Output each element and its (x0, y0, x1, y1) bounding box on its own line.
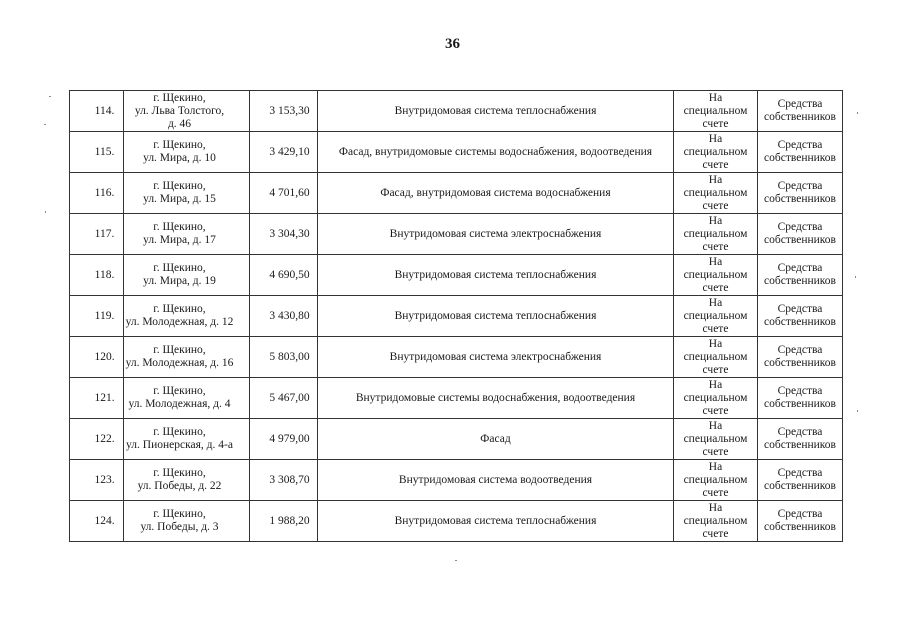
repair-registry-table (69, 90, 843, 542)
address-block (126, 303, 234, 329)
row-number-cell: 124. (70, 501, 124, 542)
address-line-2: ул. Мира, д. 10 (143, 152, 216, 164)
account-line: На (708, 419, 723, 432)
account-line: специальном (683, 186, 748, 199)
address-line-2: ул. Победы, д. 22 (137, 480, 222, 492)
table-row (70, 91, 843, 132)
account-line: На (708, 378, 723, 391)
address-line-1: г. Щекино, (153, 344, 206, 356)
row-number-cell: 123. (70, 460, 124, 501)
table-row (70, 296, 843, 337)
work-type-cell: Внутридомовая система электроснабжения (318, 214, 674, 255)
account-line: специальном (683, 391, 748, 404)
area-cell: 4 690,50 (250, 255, 318, 296)
address-cell (124, 91, 250, 132)
account-line: На (708, 91, 723, 104)
account-line: специальном (683, 473, 748, 486)
row-number-cell: 121. (70, 378, 124, 419)
address-cell (124, 378, 250, 419)
work-type-cell: Внутридомовые системы водоснабжения, водоотведения (318, 378, 674, 419)
address-block (143, 139, 216, 165)
funding-line: Средства (777, 303, 823, 315)
address-cell (124, 255, 250, 296)
funding-source-cell (758, 419, 843, 460)
address-cell (124, 337, 250, 378)
area-cell: 5 467,00 (250, 378, 318, 419)
work-type-cell: Внутридомовая система теплоснабжения (318, 255, 674, 296)
table-row (70, 378, 843, 419)
table-row (70, 337, 843, 378)
address-cell (124, 173, 250, 214)
address-line-1: г. Щекино, (153, 139, 206, 151)
funding-line: Средства (777, 98, 823, 110)
address-line-2: ул. Мира, д. 17 (143, 234, 216, 246)
account-line: На (708, 214, 723, 227)
address-block (143, 180, 216, 206)
account-line: На (708, 296, 723, 309)
funding-source-cell (758, 460, 843, 501)
table-row (70, 419, 843, 460)
account-line: счете (702, 445, 729, 458)
work-type-cell: Фасад (318, 419, 674, 460)
funding-source-cell (758, 337, 843, 378)
address-cell (124, 132, 250, 173)
account-line: счете (702, 199, 729, 212)
address-line-2: ул. Победы, д. 3 (140, 521, 219, 533)
area-cell: 3 429,10 (250, 132, 318, 173)
address-line-2: ул. Пионерская, д. 4-а (126, 439, 233, 451)
area-cell: 4 979,00 (250, 419, 318, 460)
account-line: На (708, 460, 723, 473)
address-line-2: ул. Молодежная, д. 12 (125, 316, 234, 328)
funding-source-cell (758, 501, 843, 542)
account-line: специальном (683, 145, 748, 158)
work-type-cell: Фасад, внутридомовая система водоснабжения (318, 173, 674, 214)
address-line-1: г. Щекино, (153, 508, 206, 520)
funding-source-cell (758, 173, 843, 214)
account-cell (674, 501, 758, 542)
work-type-cell: Внутридомовая система электроснабжения (318, 337, 674, 378)
funding-line: собственников (764, 439, 836, 451)
address-line-1: г. Щекино, (153, 303, 206, 315)
account-line: специальном (683, 432, 748, 445)
row-number-cell: 117. (70, 214, 124, 255)
address-block (143, 262, 216, 288)
funding-line: собственников (764, 234, 836, 246)
address-cell (124, 501, 250, 542)
funding-line: собственников (764, 193, 836, 205)
account-cell (674, 460, 758, 501)
account-line: счете (702, 158, 729, 171)
address-cell (124, 419, 250, 460)
account-line: счете (702, 486, 729, 499)
account-cell (674, 132, 758, 173)
scan-mark (49, 96, 51, 97)
account-line: специальном (683, 104, 748, 117)
row-number-cell: 122. (70, 419, 124, 460)
address-block (126, 344, 234, 370)
address-line-2: ул. Молодежная, д. 4 (128, 398, 231, 410)
account-line: счете (702, 527, 729, 540)
area-cell: 5 803,00 (250, 337, 318, 378)
funding-line: Средства (777, 344, 823, 356)
table-row (70, 501, 843, 542)
address-block (135, 92, 224, 131)
funding-line: Средства (777, 180, 823, 192)
address-line-1: г. Щекино, (153, 467, 206, 479)
area-cell: 1 988,20 (250, 501, 318, 542)
table-body (70, 91, 843, 542)
row-number-cell: 116. (70, 173, 124, 214)
work-type-cell: Внутридомовая система теплоснабжения (318, 296, 674, 337)
address-block (126, 426, 233, 452)
account-line: На (708, 132, 723, 145)
scan-mark (44, 124, 46, 125)
funding-line: Средства (777, 139, 823, 151)
address-line-2: ул. Молодежная, д. 16 (125, 357, 234, 369)
funding-line: собственников (764, 357, 836, 369)
account-line: счете (702, 322, 729, 335)
account-line: счете (702, 281, 729, 294)
funding-line: собственников (764, 152, 836, 164)
funding-source-cell (758, 91, 843, 132)
work-type-cell: Внутридомовая система теплоснабжения (318, 91, 674, 132)
funding-line: Средства (777, 426, 823, 438)
account-line: На (708, 337, 723, 350)
address-line-1: г. Щекино, (153, 385, 206, 397)
account-line: счете (702, 404, 729, 417)
table-row (70, 173, 843, 214)
account-cell (674, 91, 758, 132)
scan-mark (855, 276, 856, 278)
address-line-1: г. Щекино, (153, 262, 206, 274)
address-cell (124, 296, 250, 337)
account-cell (674, 378, 758, 419)
address-block (140, 508, 218, 534)
account-line: счете (702, 117, 729, 130)
address-block (129, 385, 231, 411)
address-line-3: д. 46 (167, 117, 192, 130)
table-row (70, 214, 843, 255)
funding-line: собственников (764, 398, 836, 410)
area-cell: 3 308,70 (250, 460, 318, 501)
work-type-cell: Фасад, внутридомовые системы водоснабжения, водоотведения (318, 132, 674, 173)
account-line: На (708, 255, 723, 268)
address-line-2: ул. Мира, д. 15 (143, 193, 216, 205)
scan-mark (45, 211, 46, 213)
funding-line: Средства (777, 221, 823, 233)
address-cell (124, 214, 250, 255)
funding-source-cell (758, 378, 843, 419)
funding-source-cell (758, 296, 843, 337)
funding-line: собственников (764, 480, 836, 492)
account-line: счете (702, 240, 729, 253)
table-row (70, 460, 843, 501)
table-row (70, 132, 843, 173)
row-number-cell: 120. (70, 337, 124, 378)
address-line-1: г. Щекино, (153, 221, 206, 233)
area-cell: 3 430,80 (250, 296, 318, 337)
funding-line: Средства (777, 467, 823, 479)
account-cell (674, 337, 758, 378)
account-line: счете (702, 363, 729, 376)
address-line-1: г. Щекино, (153, 180, 206, 192)
funding-line: собственников (764, 521, 836, 533)
account-line: На (708, 501, 723, 514)
scan-mark (857, 410, 858, 412)
work-type-cell: Внутридомовая система водоотведения (318, 460, 674, 501)
account-line: специальном (683, 514, 748, 527)
page-number: 36 (445, 36, 460, 52)
table-row (70, 255, 843, 296)
funding-line: собственников (764, 275, 836, 287)
account-line: специальном (683, 350, 748, 363)
funding-line: собственников (764, 111, 836, 123)
scan-mark (455, 560, 457, 561)
row-number-cell: 119. (70, 296, 124, 337)
account-cell (674, 419, 758, 460)
address-line-1: г. Щекино, (153, 426, 206, 438)
address-line-2: ул. Льва Толстого, (134, 104, 225, 117)
account-line: специальном (683, 309, 748, 322)
address-block (138, 467, 222, 493)
account-line: специальном (683, 268, 748, 281)
area-cell: 3 304,30 (250, 214, 318, 255)
row-number-cell: 114. (70, 91, 124, 132)
area-cell: 3 153,30 (250, 91, 318, 132)
address-block (143, 221, 216, 247)
area-cell: 4 701,60 (250, 173, 318, 214)
funding-line: собственников (764, 316, 836, 328)
address-cell (124, 460, 250, 501)
account-cell (674, 296, 758, 337)
funding-source-cell (758, 132, 843, 173)
funding-source-cell (758, 255, 843, 296)
account-line: На (708, 173, 723, 186)
row-number-cell: 115. (70, 132, 124, 173)
row-number-cell: 118. (70, 255, 124, 296)
account-line: специальном (683, 227, 748, 240)
work-type-cell: Внутридомовая система теплоснабжения (318, 501, 674, 542)
account-cell (674, 214, 758, 255)
funding-line: Средства (777, 508, 823, 520)
funding-line: Средства (777, 385, 823, 397)
funding-source-cell (758, 214, 843, 255)
address-line-1: г. Щекино, (153, 91, 206, 104)
address-line-2: ул. Мира, д. 19 (143, 275, 216, 287)
funding-line: Средства (777, 262, 823, 274)
account-cell (674, 173, 758, 214)
scan-mark (857, 112, 858, 114)
account-cell (674, 255, 758, 296)
